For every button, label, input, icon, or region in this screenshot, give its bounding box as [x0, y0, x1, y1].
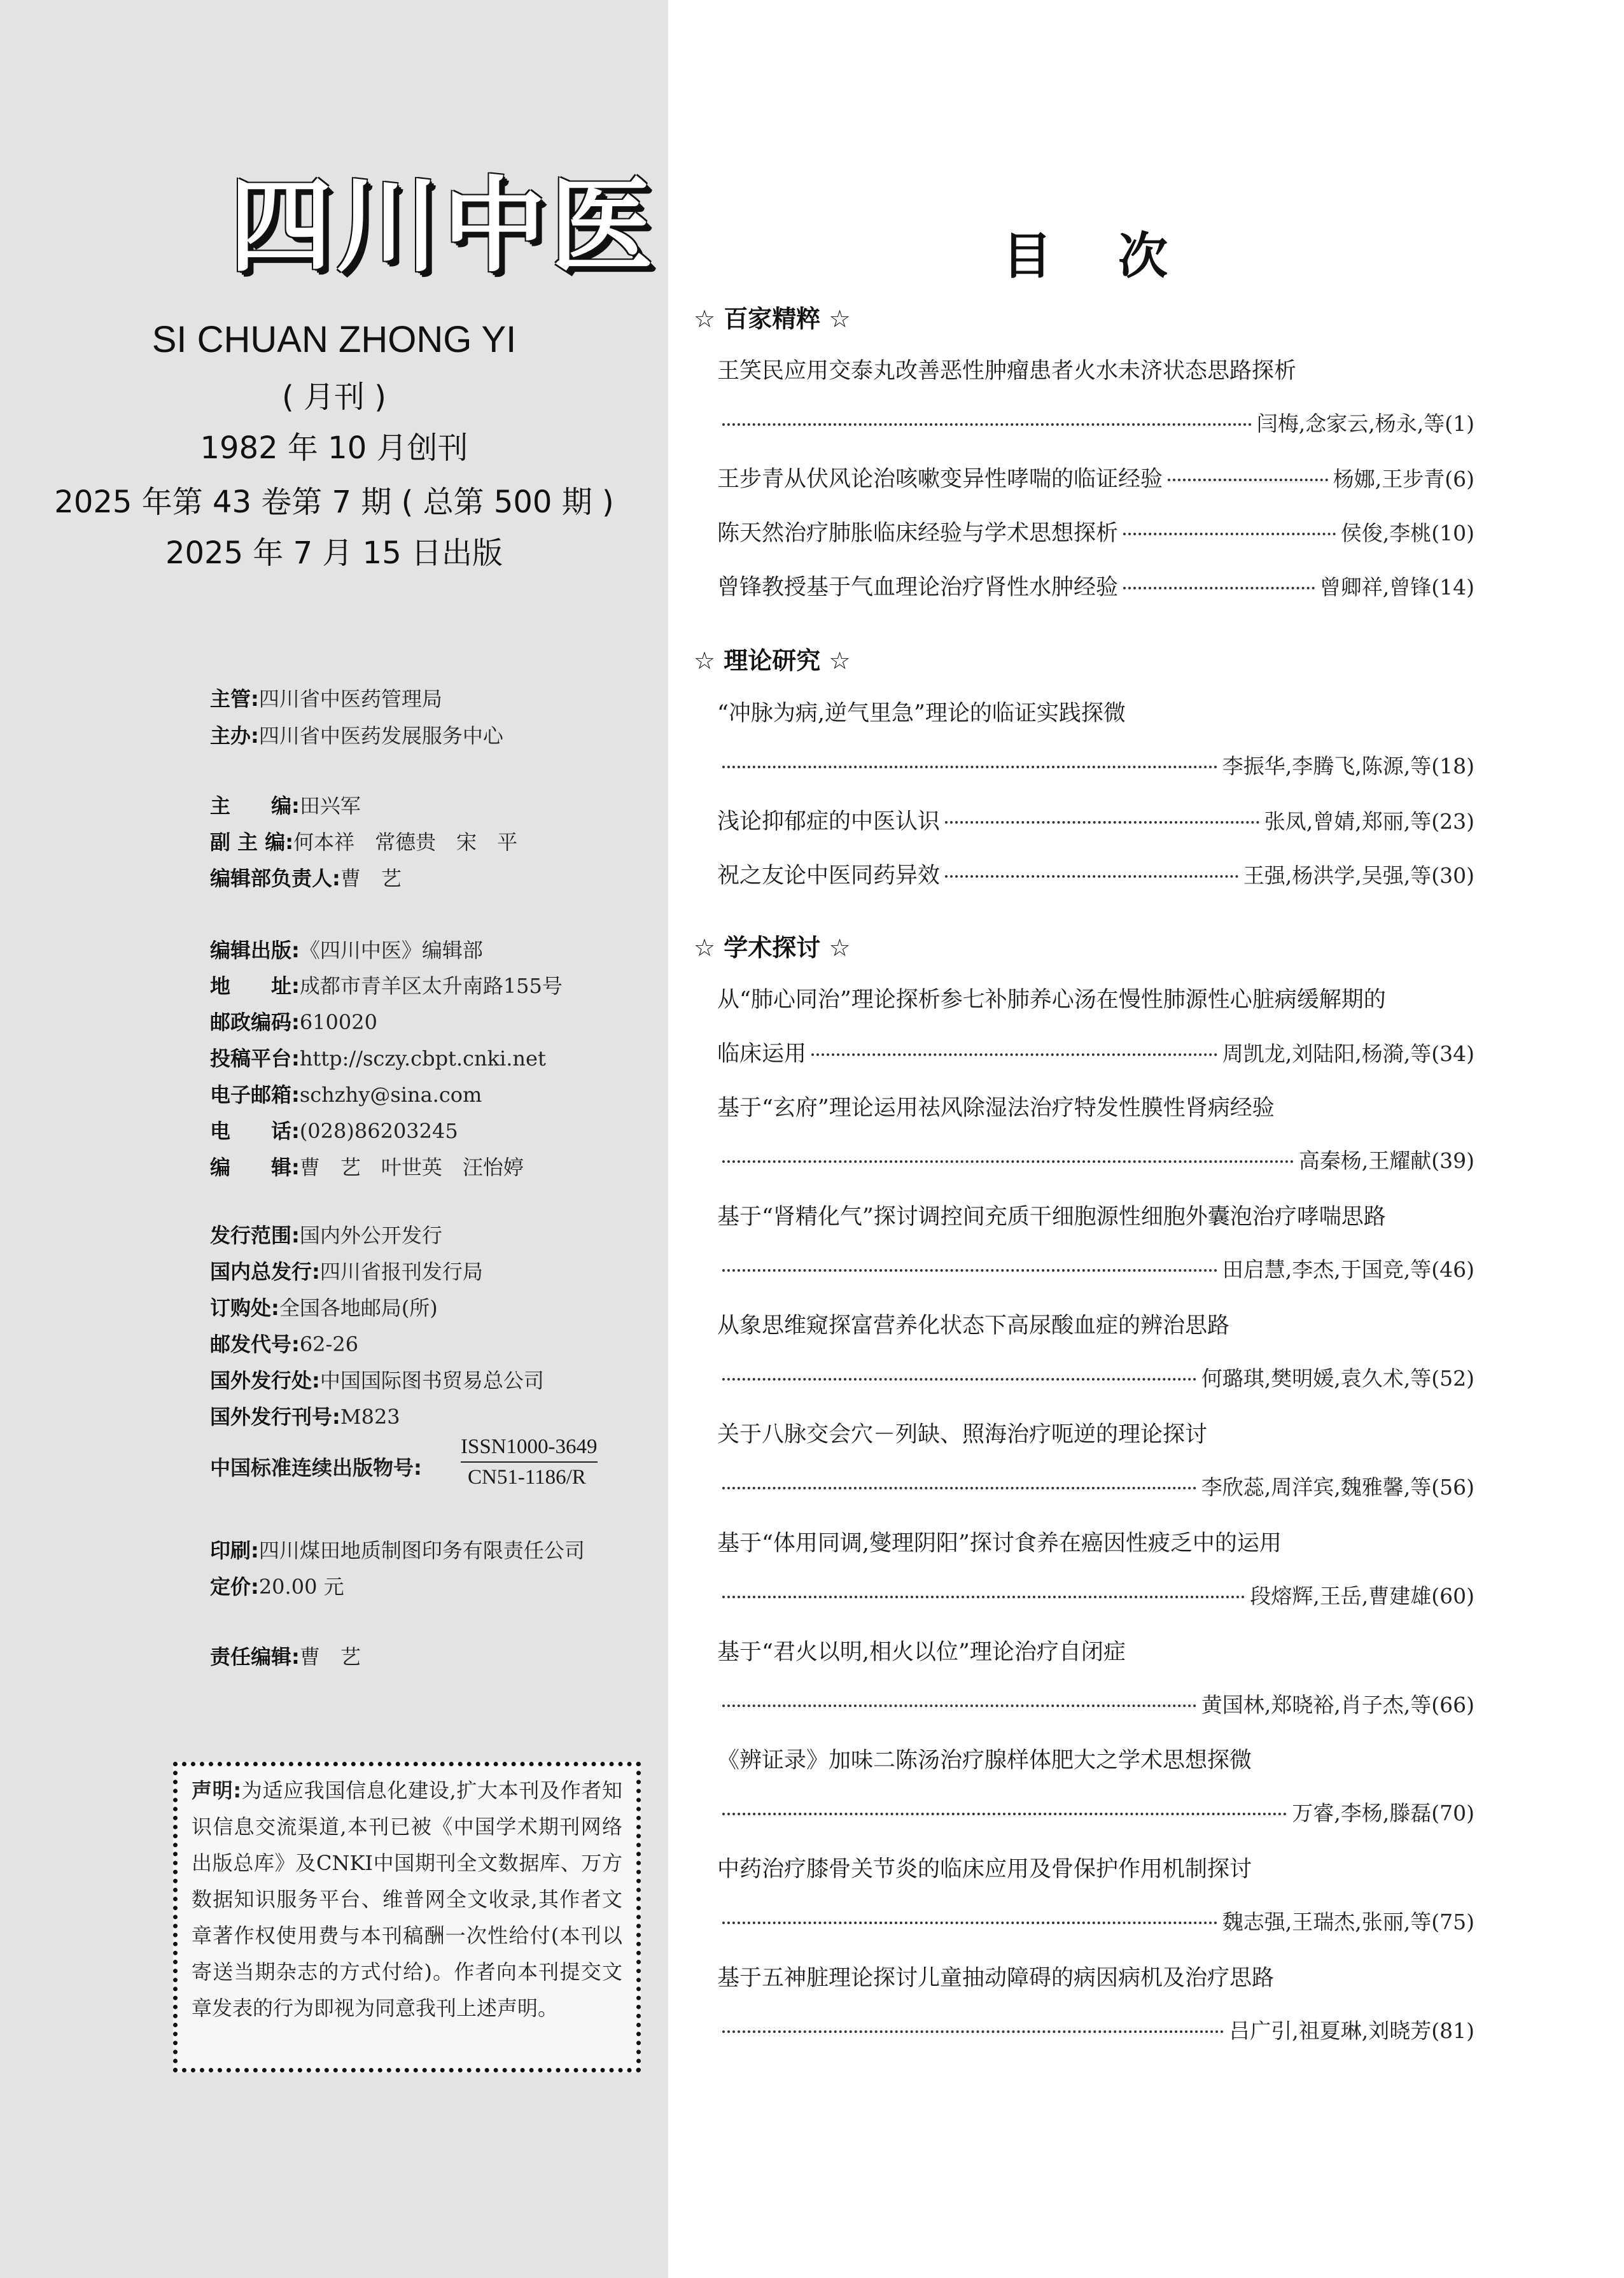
toc-entry[interactable] [717, 1253, 1474, 1283]
frequency: ( 月刊 ) [282, 379, 386, 415]
notice-label: 声明: [192, 1778, 242, 1803]
article-title: 基于“体用同调,燮理阴阳”探讨食养在癌因性疲乏中的运用 [717, 1531, 1282, 1556]
article-authors: 曾卿祥,曾锋(14) [1319, 575, 1474, 600]
article-title: 基于五神脏理论探讨儿童抽动障碍的病因病机及治疗思路 [717, 1965, 1275, 1991]
article-authors: 田启慧,李杰,于国竞,等(46) [1222, 1257, 1474, 1282]
toc-entry[interactable] [717, 1906, 1474, 1936]
article-title: 关于八脉交会穴－列缺、照海治疗呃逆的理论探讨 [717, 1422, 1208, 1447]
issn-number: ISSN1000-3649 [461, 1435, 598, 1463]
article-title: 曾锋教授基于气血理论治疗肾性水肿经验 [717, 575, 1119, 600]
toc-entry[interactable] [717, 407, 1474, 437]
article-authors: 杨娜,王步青(6) [1333, 467, 1474, 491]
article-title: 王笑民应用交泰丸改善恶性肿瘤患者火水未济状态思路探析 [717, 358, 1297, 384]
article-authors: 吕广引,祖夏琳,刘晓芳(81) [1229, 2018, 1474, 2043]
article-title: 浅论抑郁症的中医认识 [717, 809, 941, 834]
info-resp-editor: 责任编辑:曹 艺 [210, 1645, 361, 1669]
toc-entry[interactable] [717, 1036, 1474, 1068]
article-title: 基于“肾精化气”探讨调控间充质干细胞源性细胞外囊泡治疗哮喘思路 [717, 1204, 1386, 1230]
article-title-cont: 临床运用 [717, 1041, 807, 1067]
info-foreign: 国外发行处:中国国际图书贸易总公司 [210, 1368, 544, 1393]
info-address: 地 址:成都市青羊区太升南路155号 [210, 974, 563, 998]
article-title: 从象思维窥探富营养化状态下高尿酸血症的辨治思路 [717, 1313, 1230, 1339]
article-authors: 何璐琪,樊明媛,袁久术,等(52) [1201, 1366, 1474, 1391]
article-title: 陈天然治疗肺胀临床经验与学术思想探析 [717, 521, 1119, 546]
article-authors: 万睿,李杨,滕磊(70) [1292, 1801, 1474, 1825]
toc-entry[interactable] [717, 858, 1474, 890]
journal-title-en: SI CHUAN ZHONG YI [151, 319, 517, 360]
toc-entry[interactable] [717, 570, 1474, 601]
info-dept-head: 编辑部负责人:曹 艺 [210, 866, 402, 890]
article-authors: 张凤,曾婧,郑丽,等(23) [1264, 809, 1474, 834]
toc-entry[interactable] [717, 461, 1474, 493]
notice-text: 为适应我国信息化建设,扩大本刊及作者知识信息交流渠道,本刊已被《中国学术期刊网络出版总库》及CNKI中国期刊全文数据库、万方数据知识服务平台、维普网全文收录,其作者文章著作权使用费与本刊稿酬一次性给付(本刊以寄送当期杂志的方式付给)。作者向本刊提交文章发表的行为即视为同意我刊上述声明。 [192, 1778, 622, 2020]
article-authors: 李振华,李腾飞,陈源,等(18) [1222, 754, 1474, 778]
info-email: 电子邮箱:schzhy@sina.com [210, 1083, 482, 1107]
info-domestic: 国内总发行:四川省报刊发行局 [210, 1260, 483, 1284]
info-printer: 印刷:四川煤田地质制图印务有限责任公司 [210, 1538, 585, 1563]
article-authors: 李欣蕊,周洋宾,魏雅馨,等(56) [1201, 1475, 1474, 1500]
toc-entry[interactable] [717, 1580, 1474, 1610]
article-authors: 闫梅,念家云,杨永,等(1) [1256, 411, 1474, 436]
founded: 1982 年 10 月创刊 [200, 430, 468, 466]
pub-date: 2025 年 7 月 15 日出版 [165, 535, 503, 571]
toc-entry[interactable] [717, 1144, 1474, 1174]
info-supervisor: 主管:四川省中医药管理局 [210, 687, 442, 711]
article-title: 《辨证录》加味二陈汤治疗腺样体肥大之学术思想探微 [717, 1748, 1252, 1773]
copyright-notice [173, 1762, 641, 2072]
article-title: 从“肺心同治”理论探析参七补肺养心汤在慢性肺源性心脏病缓解期的 [717, 987, 1386, 1013]
info-postal-code: 邮发代号:62-26 [210, 1332, 359, 1356]
article-title: 王步青从伏风论治咳嗽变异性哮喘的临证经验 [717, 467, 1163, 492]
info-sponsor: 主办:四川省中医药发展服务中心 [210, 724, 503, 748]
info-phone: 电 话:(028)86203245 [210, 1119, 458, 1143]
info-chief-editor: 主 编:田兴军 [210, 794, 361, 818]
article-authors: 王强,杨洪学,吴强,等(30) [1243, 863, 1474, 888]
toc-entry[interactable] [717, 804, 1474, 836]
article-title: 中药治疗膝骨关节炎的临床应用及骨保护作用机制探讨 [717, 1857, 1252, 1882]
journal-logo: 四川中医 [229, 167, 657, 286]
toc-entry[interactable] [717, 1471, 1474, 1501]
info-scope: 发行范围:国内外公开发行 [210, 1223, 442, 1248]
article-authors: 高秦杨,王耀献(39) [1298, 1148, 1474, 1173]
article-authors: 周凯龙,刘陆阳,杨漪,等(34) [1222, 1041, 1474, 1066]
article-title: 祝之友论中医同药异效 [717, 863, 941, 889]
section-heading: ☆ 学术探讨 ☆ [694, 934, 851, 962]
toc-entry[interactable] [717, 1362, 1474, 1392]
article-title: 基于“玄府”理论运用祛风除湿法治疗特发性膜性肾病经验 [717, 1095, 1275, 1121]
toc-entry[interactable] [717, 750, 1474, 780]
right-panel [668, 0, 1624, 2278]
toc-title: 目次 [1002, 228, 1235, 285]
toc-entry[interactable] [717, 516, 1474, 547]
cn-number: CN51-1186/R [468, 1466, 586, 1489]
issn-label: 中国标准连续出版物号: [210, 1456, 422, 1480]
article-authors: 黄国林,郑晓裕,肖子杰,等(66) [1201, 1692, 1474, 1717]
info-foreign-code: 国外发行刊号:M823 [210, 1405, 400, 1429]
article-title: 基于“君火以明,相火以位”理论治疗自闭症 [717, 1640, 1126, 1665]
info-postcode: 邮政编码:610020 [210, 1010, 377, 1034]
info-price: 定价:20.00 元 [210, 1575, 344, 1599]
toc-entry[interactable] [717, 1689, 1474, 1719]
section-heading: ☆ 百家精粹 ☆ [694, 305, 851, 333]
article-authors: 魏志强,王瑞杰,张丽,等(75) [1222, 1909, 1474, 1934]
article-title: “冲脉为病,逆气里急”理论的临证实践探微 [717, 701, 1126, 726]
info-platform: 投稿平台:http://sczy.cbpt.cnki.net [210, 1046, 546, 1071]
toc-entry[interactable] [717, 2014, 1474, 2044]
info-deputy-editor: 副 主 编:何本祥 常德贵 宋 平 [210, 830, 518, 854]
info-publisher: 编辑出版:《四川中医》编辑部 [210, 938, 483, 962]
volume: 2025 年第 43 卷第 7 期 ( 总第 500 期 ) [54, 484, 614, 520]
article-authors: 侯俊,李桃(10) [1340, 521, 1474, 545]
article-authors: 段熔辉,王岳,曹建雄(60) [1250, 1584, 1474, 1608]
toc-entry[interactable] [717, 1797, 1474, 1827]
info-order: 订购处:全国各地邮局(所) [210, 1296, 438, 1320]
info-editors: 编 辑:曹 艺 叶世英 汪怡婷 [210, 1155, 524, 1179]
section-heading: ☆ 理论研究 ☆ [694, 647, 851, 675]
